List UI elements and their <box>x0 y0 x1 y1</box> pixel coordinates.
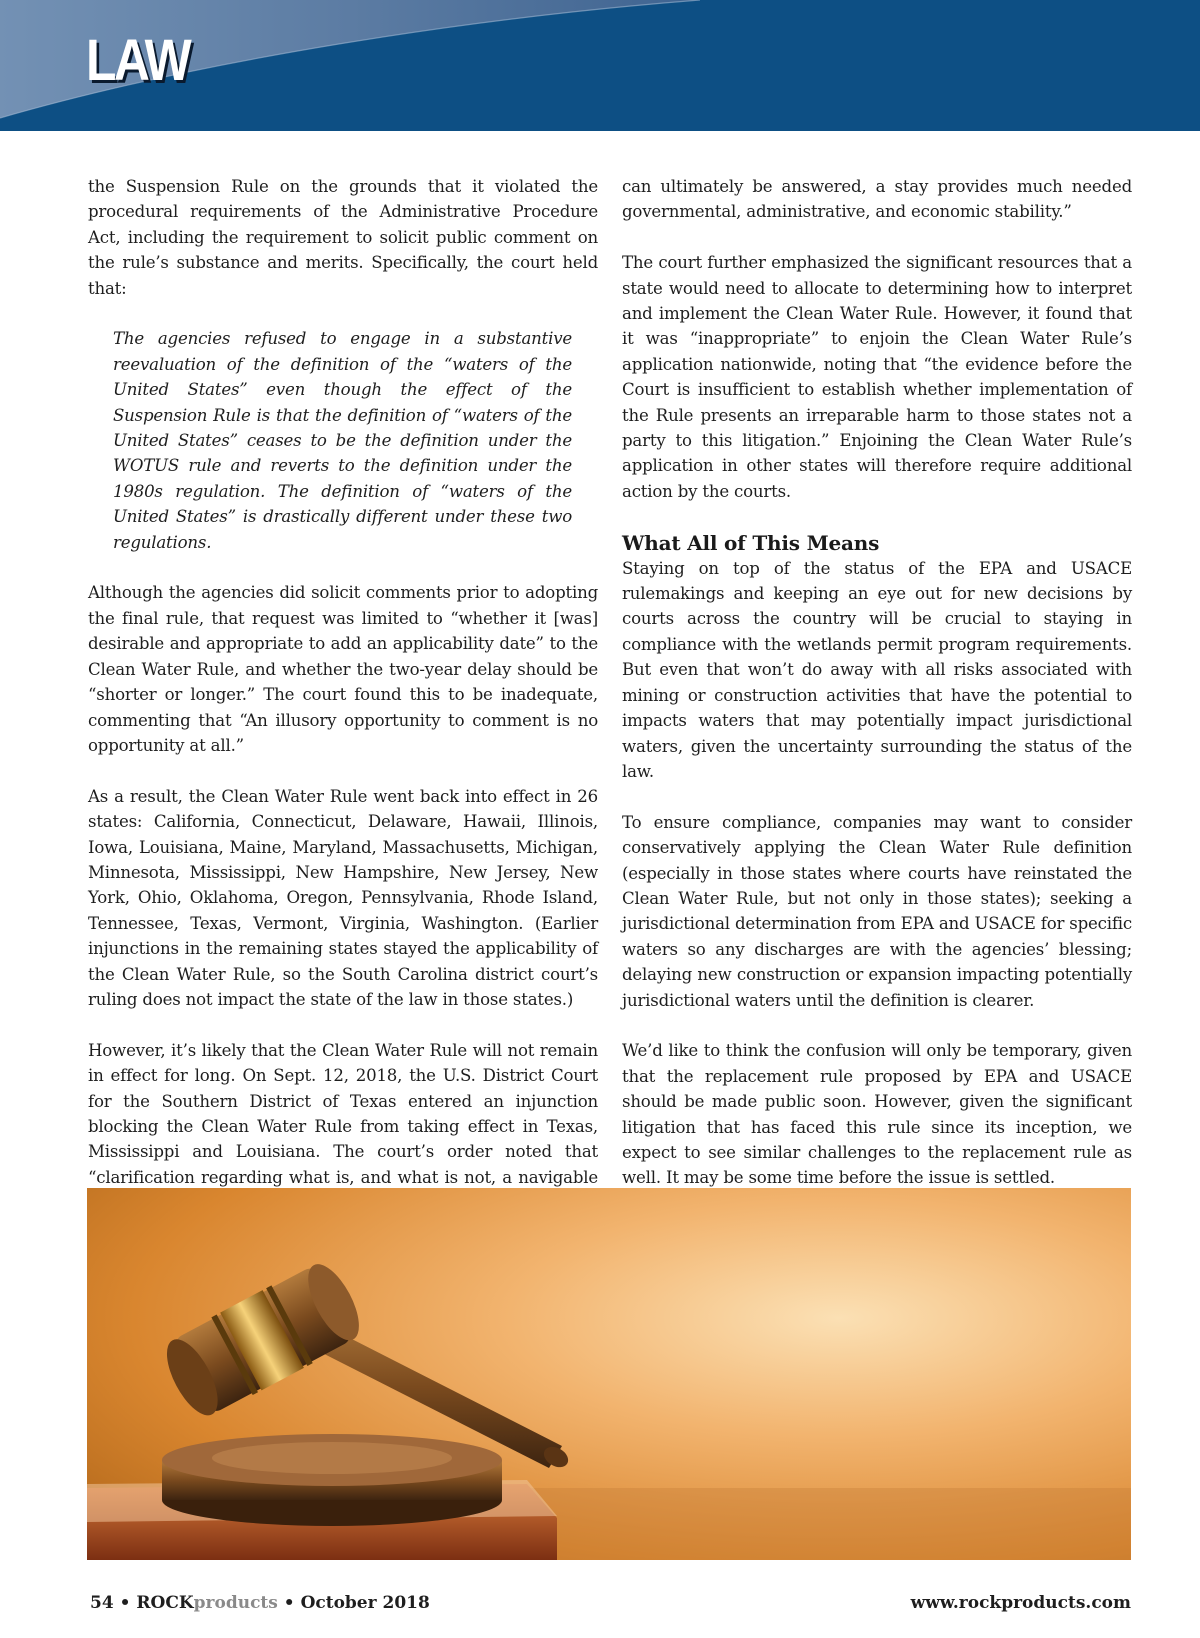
article-left-column <box>88 174 598 1266</box>
website-link[interactable]: www.rockproducts.com <box>910 1593 1131 1613</box>
block-quote: The agencies refused to engage in a substantive reevaluation of the definition of the “waters of the United States” even though the effect of the Suspension Rule is that the definition of “waters of the United States” ceases to be the definition under the WOTUS rule and reverts to the definition under the 1980s regulation. The definition of “waters of the United States” is drastically different under these two regulations. <box>113 329 572 552</box>
body-paragraph: However, it’s likely that the Clean Water Rule will not remain in effect for long. On Sept. 12, 2018, the U.S. District Court for the Southern District of Texas entered an injunction blocking the Clean Water Rule from taking effect in Texas, Mississippi and Louisiana. The court’s order noted that “clarification regarding what is, and what is not, a navigable <box>88 1040 598 1187</box>
brand-products: products <box>193 1593 278 1613</box>
gavel-photo <box>87 1188 1131 1560</box>
body-paragraph: As a result, the Clean Water Rule went back into effect in 26 states: California, Connecticut, Delaware, Hawaii, Illinois, Iowa, Louisiana, Maine, Maryland, Massachusetts, Michigan, Minnesota, Mississippi, New Hampshire, New Jersey, New York, Ohio, Oklahoma, Oregon, Pennsylvania, Rhode Island, Tennessee, Texas, Vermont, Virginia, Washington. (Earlier injunctions in the remaining states stayed the applicability of the Clean Water Rule, so the South Carolina district court’s ruling does not impact the state of the law in those states.) <box>88 786 598 1009</box>
body-paragraph: We’d like to think the confusion will only be temporary, given that the replacement rule proposed by EPA and USACE should be made public soon. However, given the significant litigation that has faced this rule since its inception, we expect to see similar challenges to the replacement rule as well. It may be some time before the issue is settled. <box>622 1041 1132 1188</box>
page-number: 54 <box>90 1593 114 1613</box>
article-right-column <box>622 174 1132 1216</box>
issue-date: October 2018 <box>300 1593 430 1613</box>
body-paragraph: Although the agencies did solicit comments prior to adopting the final rule, that request was limited to “whether it [was] desirable and appropriate to add an applicability date” to the Clean Water Rule, and whether the two-year delay should be “shorter or longer.” The court found this to be inadequate, commenting that “An illusory opportunity to comment is no opportunity at all.” <box>88 583 598 755</box>
section-header-band <box>0 0 1200 131</box>
brand-rock: ROCK <box>136 1593 194 1613</box>
body-paragraph: can ultimately be answered, a stay provides much needed governmental, administrative, and economic stability.” <box>622 177 1132 222</box>
body-paragraph: Staying on top of the status of the EPA and USACE rulemakings and keeping an eye out for new decisions by courts across the country will be crucial to staying in compliance with the wetlands permit program requirements. But even that won’t do away with all risks associated with mining or construction activities that have the potential to impacts waters that may potentially impact jurisdictional waters, given the uncertainty surrounding the status of the law. <box>622 558 1132 781</box>
section-title: LAW <box>86 28 190 93</box>
footer-separator: • <box>119 1593 131 1613</box>
body-paragraph: The court further emphasized the significant resources that a state would need to allocate to determining how to interpret and implement the Clean Water Rule. However, it found that it was “inappropriate” to enjoin the Clean Water Rule’s application nationwide, noting that “the evidence before the Court is insufficient to establish whether implementation of the Rule presents an irreparable harm to those states not a party to this litigation.” Enjoining the Clean Water Rule’s application in other states will therefore require additional action by the courts. <box>622 253 1132 501</box>
gavel-icon <box>87 1188 1131 1560</box>
body-paragraph: To ensure compliance, companies may want to consider conservatively applying the Clean Water Rule definition (especially in those states where courts have reinstated the Clean Water Rule, but not only in those states); seeking a jurisdictional determination from EPA and USACE for specific waters so any discharges are with the agencies’ blessing; delaying new construction or expansion impacting potentially jurisdictional waters until the definition is clearer. <box>622 812 1132 1010</box>
footer-page-info <box>90 1593 430 1613</box>
footer-separator: • <box>283 1593 295 1613</box>
subheading: What All of This Means <box>622 530 880 555</box>
body-paragraph: the Suspension Rule on the grounds that it violated the procedural requirements of the Administrative Procedure Act, including the requirement to solicit public comment on the rule’s substance and merits. Specifically, the court held that: <box>88 177 598 298</box>
